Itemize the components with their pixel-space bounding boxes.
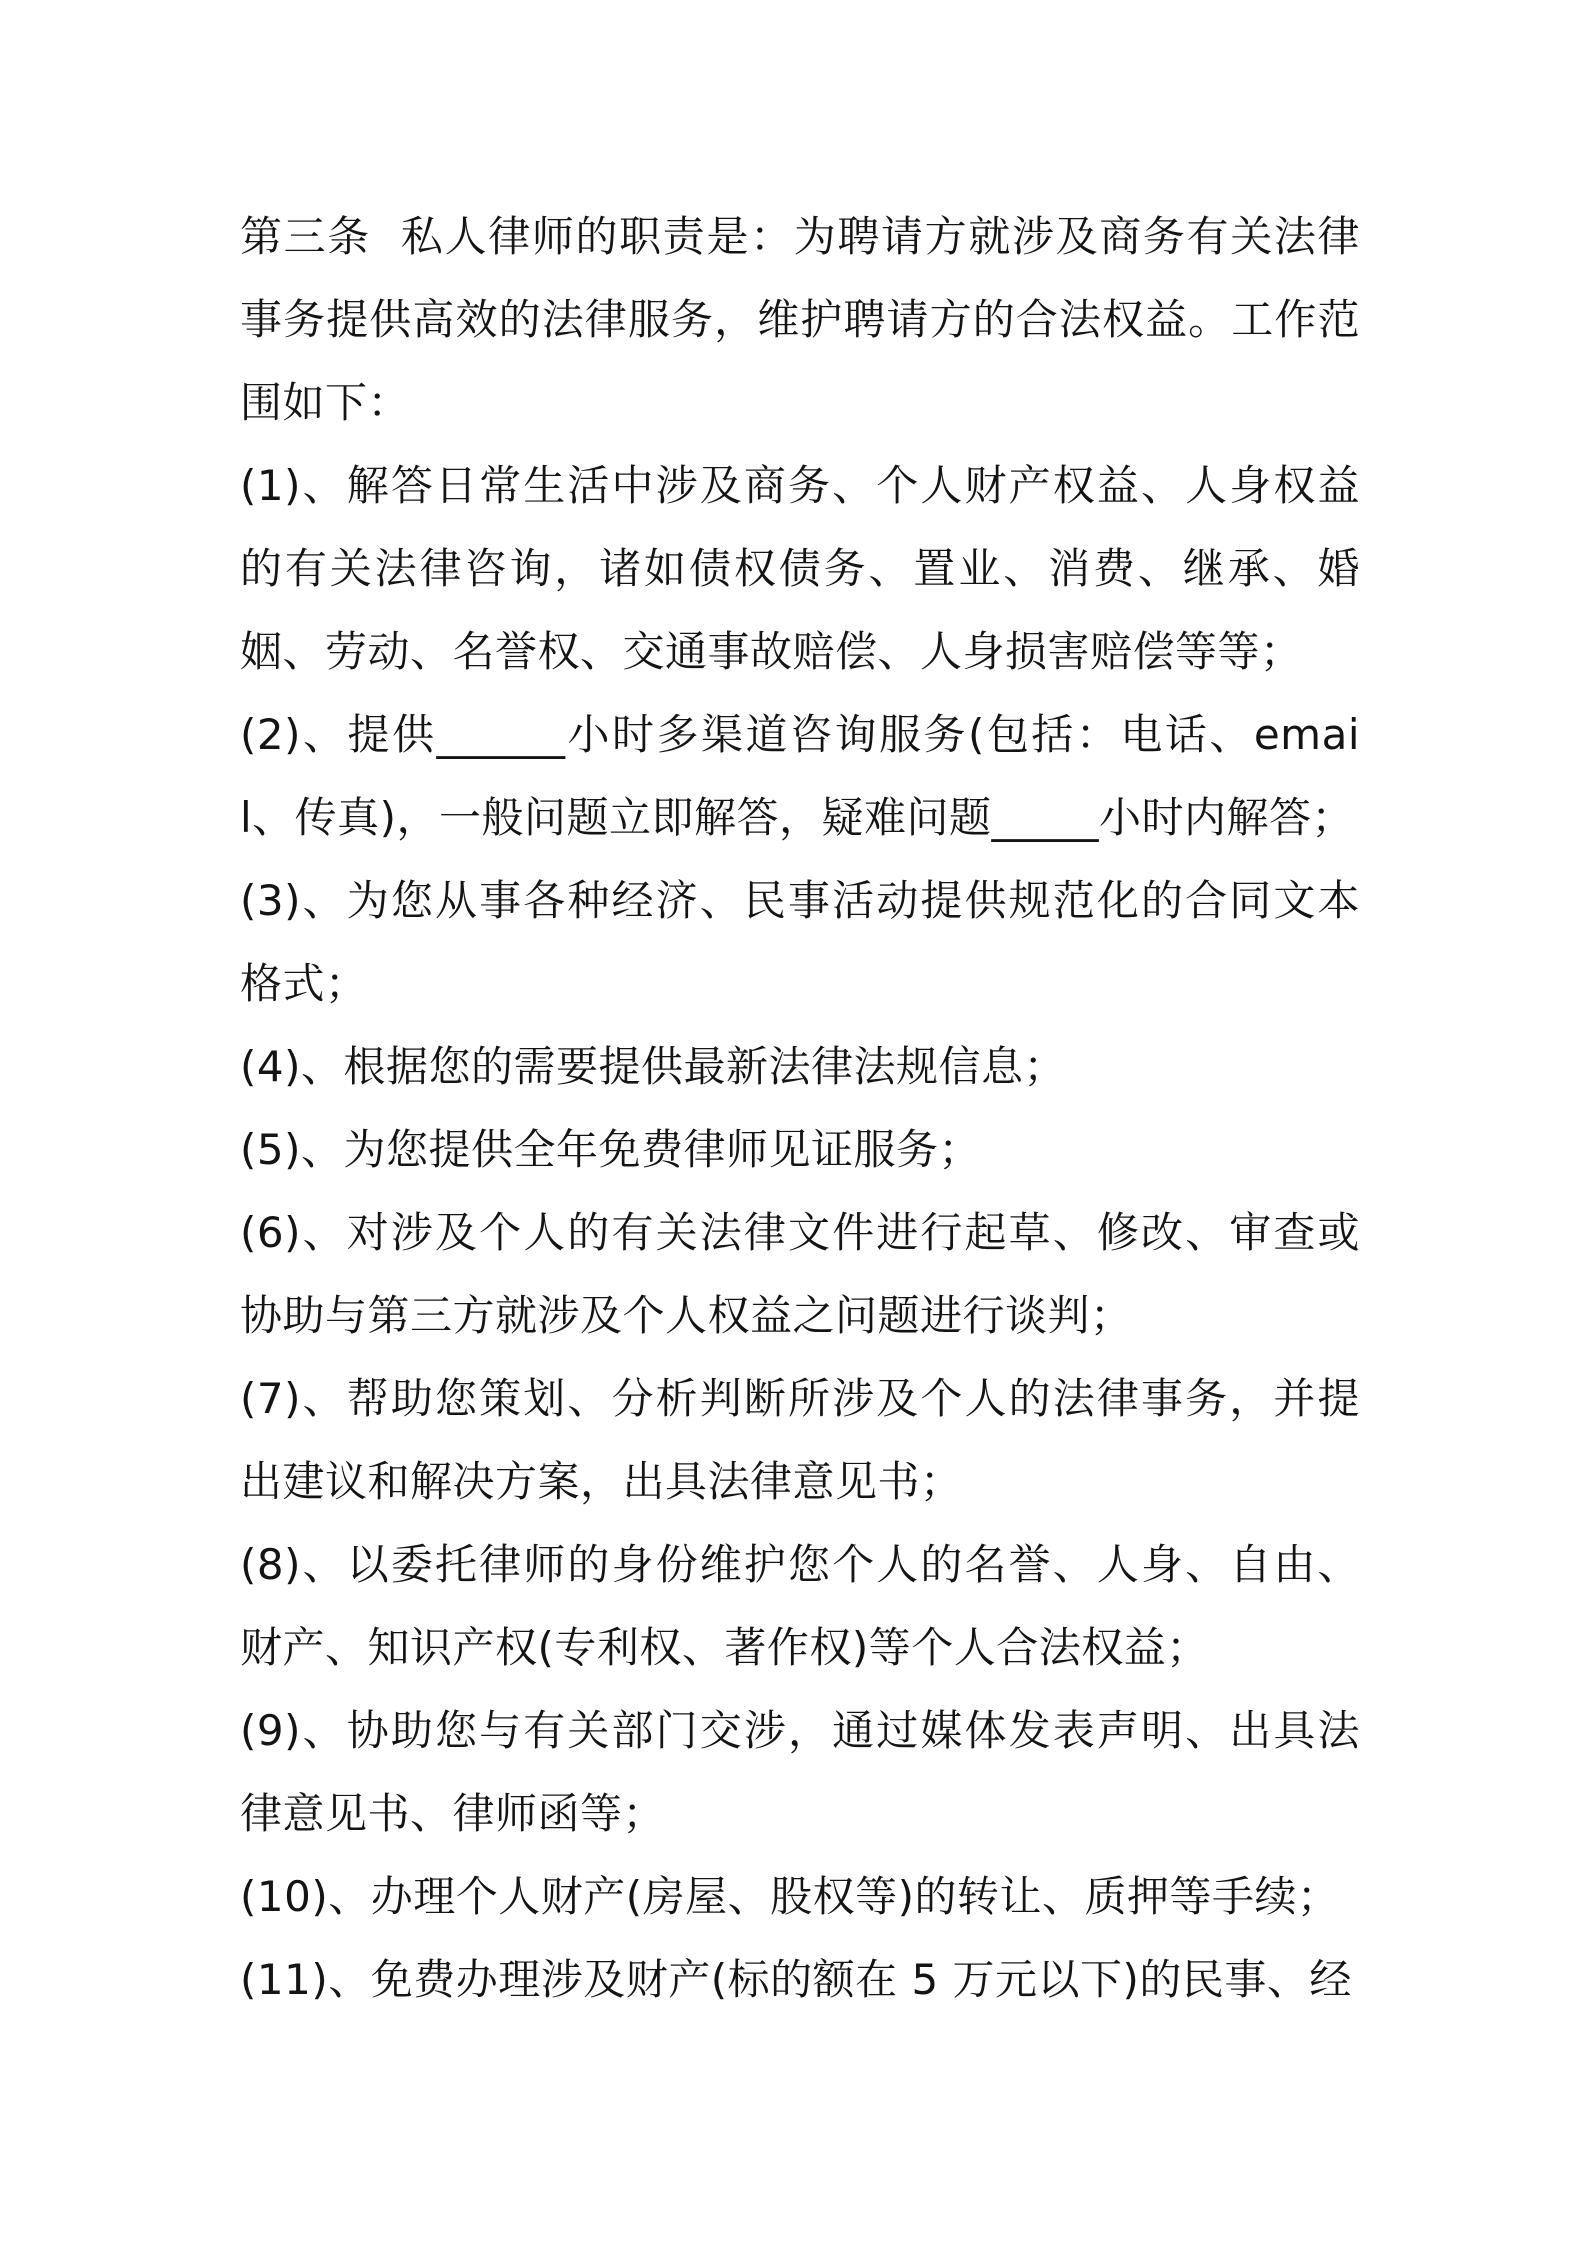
- paragraph-item-9: (9)、协助您与有关部门交涉，通过媒体发表声明、出具法律意见书、律师函等；: [240, 1706, 1360, 1838]
- paragraph-item-6: (6)、对涉及个人的有关法律文件进行起草、修改、审查或协助与第三方就涉及个人权益之问题进行谈判；: [240, 1208, 1360, 1340]
- paragraph-item-2: (2)、提供______小时多渠道咨询服务(包括：电话、email、传真)，一般问题立即解答，疑难问题_____小时内解答；: [240, 710, 1360, 842]
- paragraph-item-8: (8)、以委托律师的身份维护您个人的名誉、人身、自由、财产、知识产权(专利权、著作权)等个人合法权益；: [240, 1540, 1360, 1672]
- paragraph-item-5: (5)、为您提供全年免费律师见证服务；: [240, 1125, 981, 1174]
- paragraph-item-3: (3)、为您从事各种经济、民事活动提供规范化的合同文本格式；: [240, 876, 1360, 1008]
- paragraph-item-1: (1)、解答日常生活中涉及商务、个人财产权益、人身权益的有关法律咨询，诸如债权债务、置业、消费、继承、婚姻、劳动、名誉权、交通事故赔偿、人身损害赔偿等等；: [240, 461, 1360, 676]
- paragraph-item-4: (4)、根据您的需要提供最新法律法规信息；: [240, 1042, 1066, 1091]
- paragraph-item-11: (11)、免费办理涉及财产(标的额在 5 万元以下)的民事、经: [240, 1955, 1352, 2004]
- paragraph-item-7: (7)、帮助您策划、分析判断所涉及个人的法律事务，并提出建议和解决方案，出具法律意见书；: [240, 1374, 1360, 1506]
- document-body: [240, 195, 1360, 2021]
- paragraph-item-10: (10)、办理个人财产(房屋、股权等)的转让、质押等手续；: [240, 1872, 1340, 1921]
- paragraph-article-3: 第三条 私人律师的职责是：为聘请方就涉及商务有关法律事务提供高效的法律服务，维护聘请方的合法权益。工作范围如下：: [240, 212, 1360, 427]
